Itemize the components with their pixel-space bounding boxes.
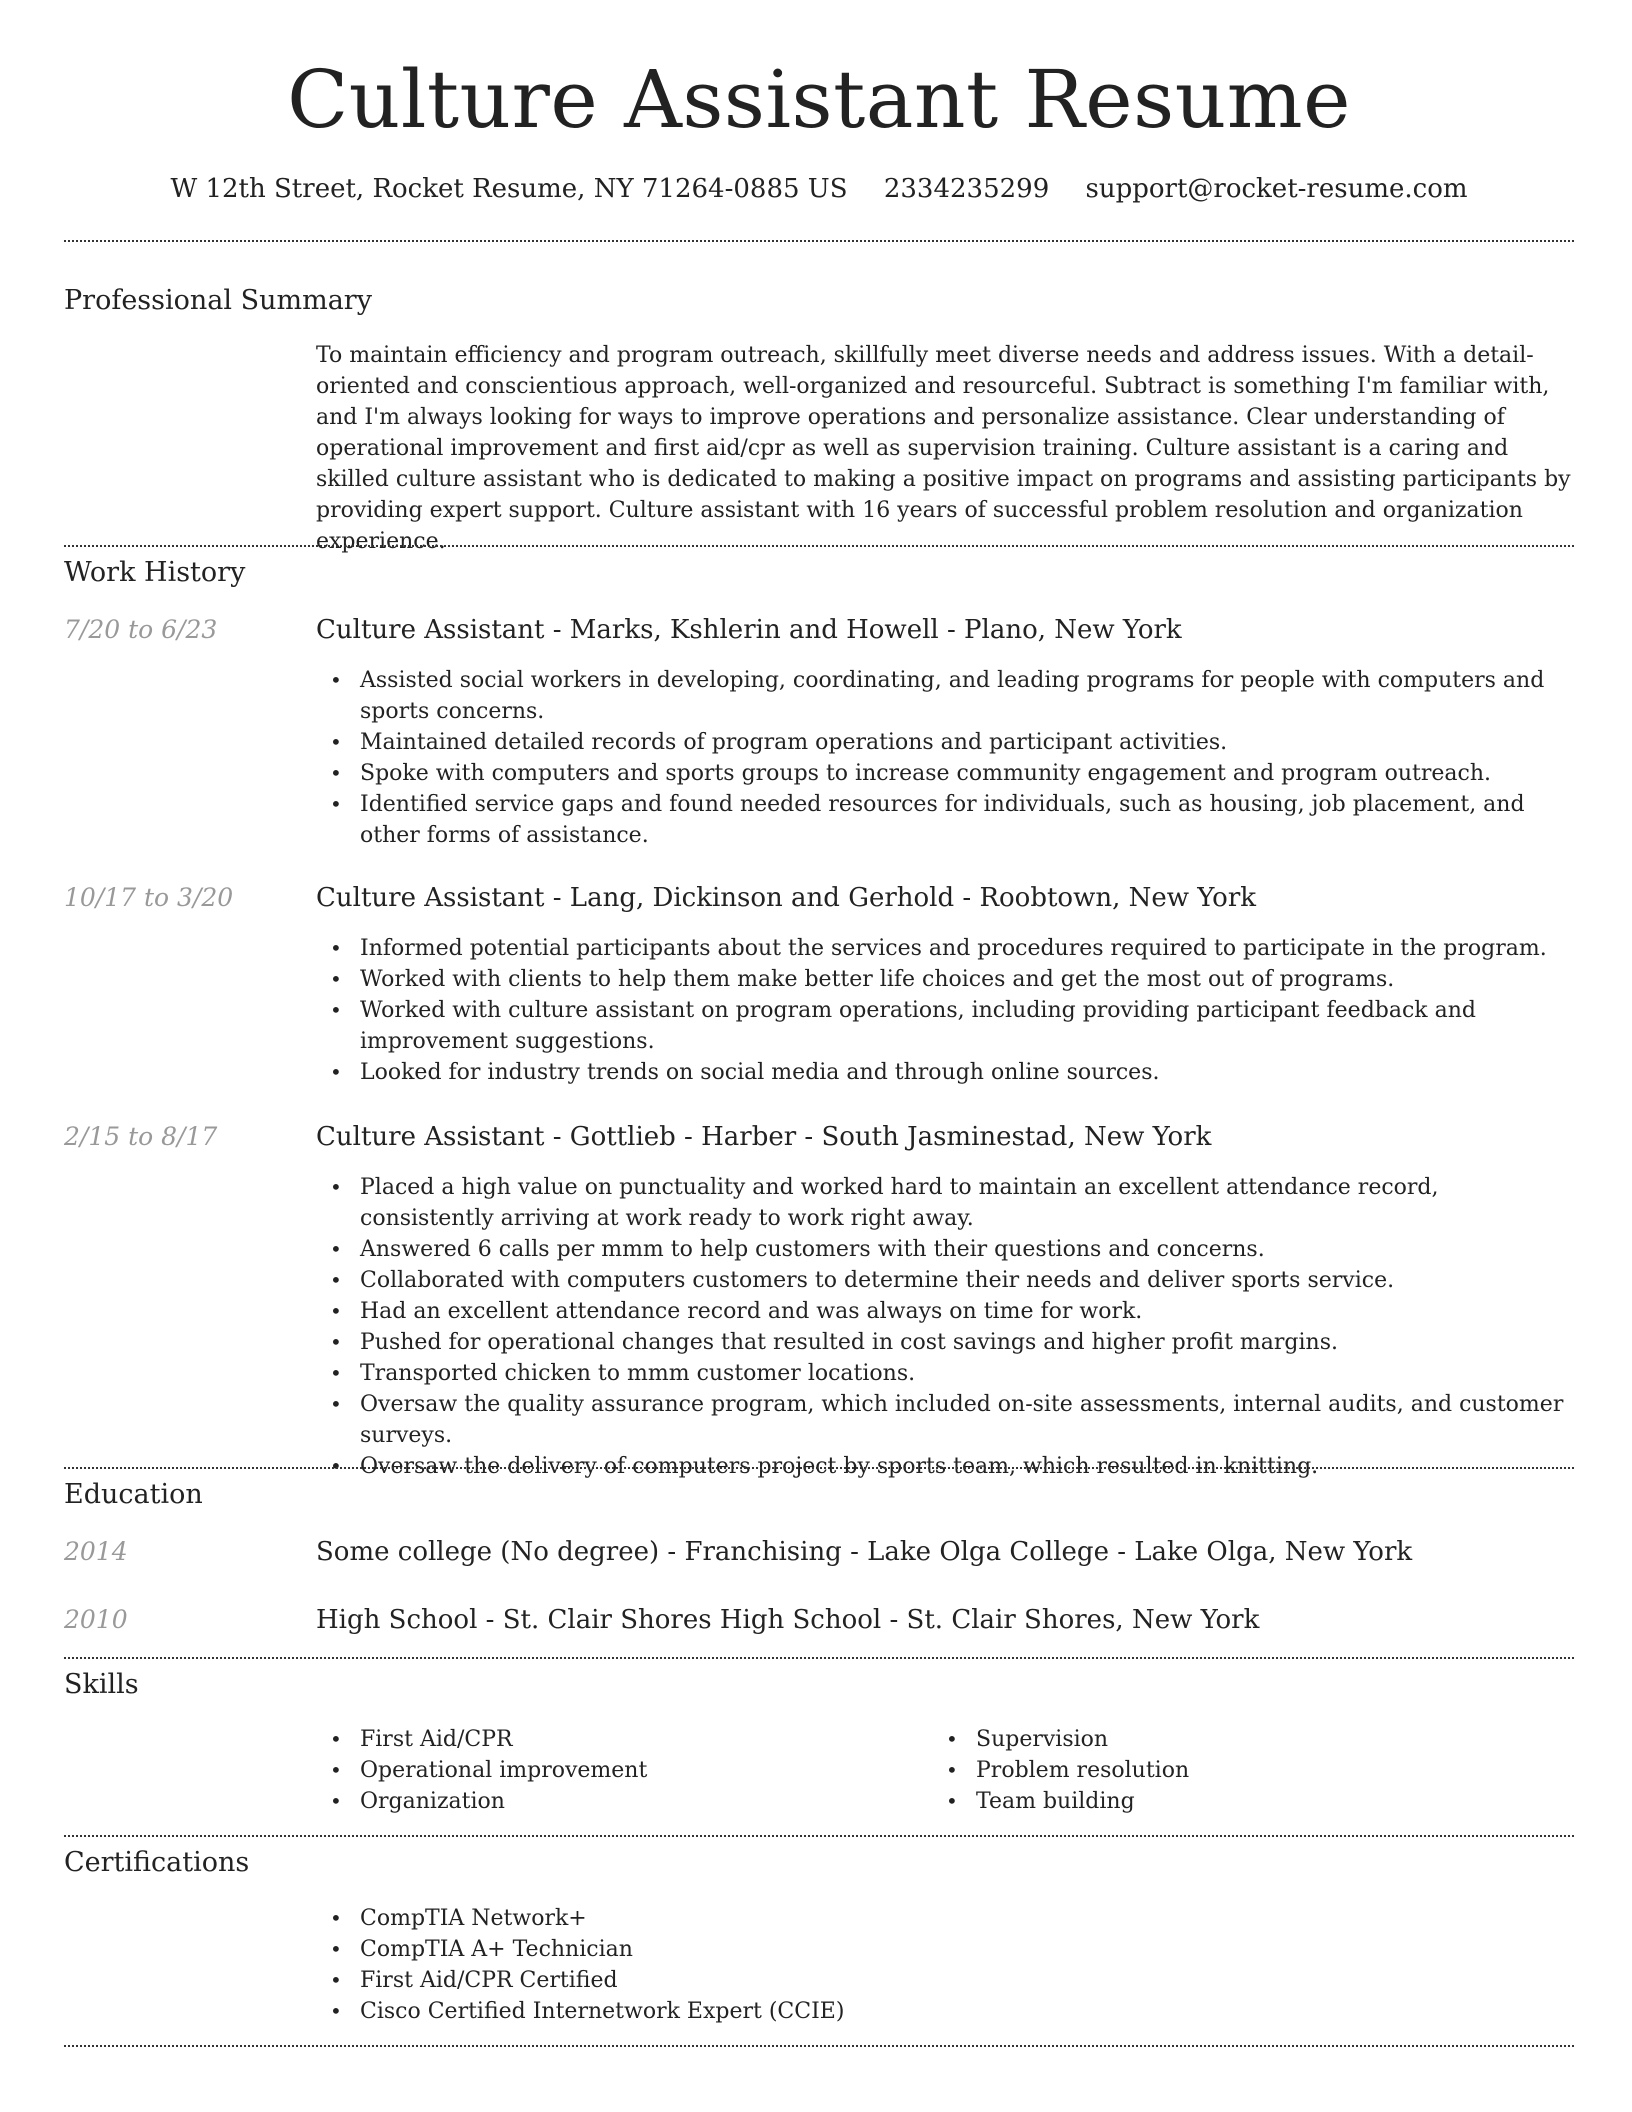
job-dates: 7/20 to 6/23: [64, 615, 218, 644]
job-title: Culture Assistant - Lang, Dickinson and Gerhold - Roobtown, New York: [316, 883, 1256, 913]
contact-phone: 2334235299: [883, 174, 1050, 204]
list-item: • Answered 6 calls per mmm to help customers with their questions and concerns.: [316, 1234, 1574, 1265]
skills-list-left: [316, 1724, 916, 1817]
list-item: • First Aid/CPR Certified: [316, 1965, 1316, 1996]
skills-list-right: [932, 1724, 1532, 1817]
list-item: • Worked with culture assistant on program operations, including providing participant feedback and improvement suggestions.: [316, 995, 1574, 1057]
list-item: • Supervision: [932, 1724, 1532, 1755]
list-item: • Oversaw the quality assurance program, which included on-site assessments, internal audits, and customer surveys.: [316, 1389, 1574, 1451]
list-item: • Collaborated with computers customers to determine their needs and deliver sports service.: [316, 1265, 1574, 1296]
divider: [64, 240, 1574, 242]
list-item: • Organization: [316, 1786, 916, 1817]
summary-heading: Professional Summary: [64, 285, 372, 316]
list-item: • CompTIA A+ Technician: [316, 1934, 1316, 1965]
divider: [64, 1835, 1574, 1837]
job-bullets: [316, 933, 1574, 1088]
list-item: • Team building: [932, 1786, 1532, 1817]
contact-address: W 12th Street, Rocket Resume, NY 71264-0885 US: [170, 174, 848, 204]
divider: [64, 545, 1574, 547]
summary-text: To maintain efficiency and program outreach, skillfully meet diverse needs and address issues. With a detail-oriented and conscientious approach, well-organized and resourceful. Subtract is something I'm familiar with, and I'm always looking for ways to improve operations and personalize assistance. Clear understanding of operational improvement and first aid/cpr as well as supervision training. Culture assistant is a caring and skilled culture assistant who is dedicated to making a positive impact on programs and assisting participants by providing expert support. Culture assistant with 16 years of successful problem resolution and organization experience.: [316, 343, 1571, 554]
list-item: • Placed a high value on punctuality and worked hard to maintain an excellent attendance record, consistently arriving at work ready to work right away.: [316, 1172, 1574, 1234]
certifications-list: [316, 1903, 1316, 2027]
job-dates: 10/17 to 3/20: [64, 883, 234, 912]
job-title: Culture Assistant - Marks, Kshlerin and Howell - Plano, New York: [316, 615, 1182, 645]
job-bullets: [316, 1172, 1574, 1482]
education-year: 2010: [64, 1605, 128, 1634]
list-item: • Looked for industry trends on social media and through online sources.: [316, 1057, 1574, 1088]
resume-title: Culture Assistant Resume: [287, 53, 1351, 146]
skills-heading: Skills: [64, 1669, 139, 1700]
divider: [64, 1657, 1574, 1659]
list-item: • First Aid/CPR: [316, 1724, 916, 1755]
list-item: • Assisted social workers in developing, coordinating, and leading programs for people with computers and sports concerns.: [316, 665, 1574, 727]
divider: [64, 2045, 1574, 2047]
education-entry: High School - St. Clair Shores High School - St. Clair Shores, New York: [316, 1605, 1260, 1635]
divider: [64, 1467, 1574, 1469]
list-item: • Pushed for operational changes that resulted in cost savings and higher profit margins.: [316, 1327, 1574, 1358]
list-item: • Informed potential participants about the services and procedures required to participate in the program.: [316, 933, 1574, 964]
list-item: • Had an excellent attendance record and was always on time for work.: [316, 1296, 1574, 1327]
list-item: • Worked with clients to help them make better life choices and get the most out of programs.: [316, 964, 1574, 995]
job-dates: 2/15 to 8/17: [64, 1122, 218, 1151]
list-item: • Cisco Certified Internetwork Expert (CCIE): [316, 1996, 1316, 2027]
certifications-heading: Certifications: [64, 1847, 250, 1878]
job-bullets: [316, 665, 1574, 851]
education-heading: Education: [64, 1479, 203, 1510]
education-entry: Some college (No degree) - Franchising - Lake Olga College - Lake Olga, New York: [316, 1537, 1413, 1567]
education-year: 2014: [64, 1537, 128, 1566]
list-item: • Spoke with computers and sports groups to increase community engagement and program outreach.: [316, 758, 1574, 789]
list-item: • Transported chicken to mmm customer locations.: [316, 1358, 1574, 1389]
contact-email: support@rocket-resume.com: [1085, 174, 1468, 204]
work-heading: Work History: [64, 557, 246, 588]
list-item: • Operational improvement: [316, 1755, 916, 1786]
list-item: • Identified service gaps and found needed resources for individuals, such as housing, job placement, and other forms of assistance.: [316, 789, 1574, 851]
list-item: • CompTIA Network+: [316, 1903, 1316, 1934]
contact-line: [64, 172, 1574, 206]
list-item: • Problem resolution: [932, 1755, 1532, 1786]
job-title: Culture Assistant - Gottlieb - Harber - South Jasminestad, New York: [316, 1122, 1212, 1152]
list-item: • Maintained detailed records of program operations and participant activities.: [316, 727, 1574, 758]
list-item: • Oversaw the delivery of computers project by sports team, which resulted in knitting.: [316, 1451, 1574, 1482]
